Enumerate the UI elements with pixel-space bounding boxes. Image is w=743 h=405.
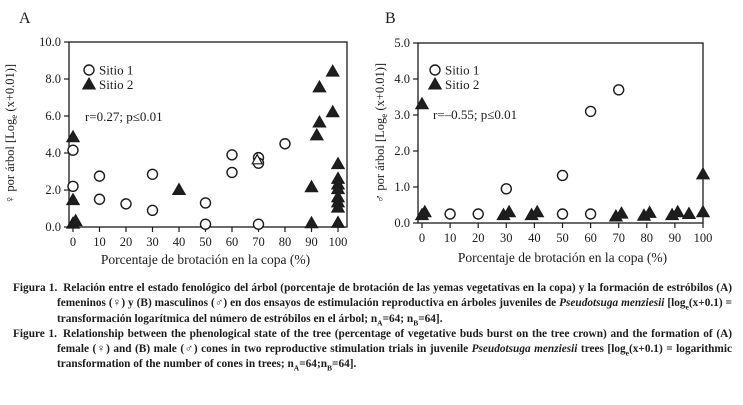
x-tick-label: 50	[556, 231, 569, 245]
data-point-circle	[473, 209, 483, 219]
x-tick-label: 60	[225, 235, 239, 249]
caption-segment: A	[293, 363, 300, 373]
caption-segment: (x+0.1) = logarithmic transformation of the number of cones in trees; n	[57, 343, 732, 371]
data-point-triangle	[697, 206, 710, 217]
x-tick-label: 90	[305, 235, 318, 249]
caption-segment: Pseudotsuga menziesii	[559, 297, 665, 310]
x-tick-label: 80	[278, 235, 292, 249]
caption-segment: =64;n	[299, 358, 327, 371]
caption-segment: [log	[664, 297, 686, 310]
legend-marker-sitio2	[429, 78, 442, 89]
legend-marker-sitio1	[430, 65, 440, 75]
data-point-triangle	[332, 216, 345, 227]
caption-segment: trees [log	[577, 343, 626, 356]
x-tick-label: 0	[418, 231, 426, 245]
y-tick-label: 1.0	[394, 180, 410, 194]
correlation-annotation: r=–0.55; p≤0.01	[433, 107, 518, 122]
data-point-triangle	[305, 217, 318, 228]
x-tick-label: 80	[640, 231, 654, 245]
caption-segment: e	[685, 302, 689, 312]
x-tick-label: 30	[500, 231, 513, 245]
x-tick-label: 70	[252, 235, 265, 249]
x-tick-label: 100	[693, 231, 713, 245]
data-point-triangle	[326, 106, 339, 117]
y-tick-label: 0.0	[394, 216, 410, 230]
caption-segment: Relationship between the phenological state of the tree (percentage of vegetative buds burst on the tree crown) and the formation of (A) female (♀) and (B) male (♂) cones in two reproductive stimulation trials in juvenile	[57, 327, 733, 356]
x-tick-label: 10	[93, 235, 106, 249]
y-tick-label: 4.0	[394, 72, 410, 86]
data-point-triangle	[313, 116, 326, 127]
caption-segment: =64; n	[382, 312, 414, 325]
y-tick-label: 6.0	[45, 109, 61, 123]
caption-english-label: Figure 1.	[13, 327, 57, 340]
legend-label-sitio2: Sitio 2	[99, 77, 134, 92]
x-axis-title: Porcentaje de brotación en la copa (%)	[100, 252, 311, 267]
legend-label-sitio1: Sitio 1	[99, 62, 134, 78]
data-point-circle	[121, 199, 131, 209]
x-tick-label: 0	[69, 235, 77, 249]
legend-label-sitio2: Sitio 2	[445, 77, 480, 92]
panel-letter-label: B	[385, 10, 396, 27]
panel-a-scatter-chart	[0, 0, 371, 280]
data-point-triangle	[173, 184, 186, 195]
x-tick-label: 30	[146, 235, 159, 249]
data-point-circle	[148, 169, 158, 179]
x-tick-label: 100	[328, 235, 348, 249]
y-tick-label: 0.0	[45, 220, 61, 234]
panel-b-scatter-chart	[371, 0, 743, 280]
caption-segment: A	[377, 317, 383, 327]
caption-segment: Relación entre el estado fenológico del árbol (porcentaje de brotación de las yemas vegetativas en la copa) y la formación de estróbilos (A) femeninos (♀) y (B) masculinos (♂) en dos ensayos de estimulación reproductiva en árboles juveniles de	[57, 282, 732, 310]
y-tick-label: 8.0	[45, 72, 61, 86]
legend-label-sitio1: Sitio 1	[445, 62, 480, 78]
data-point-circle	[501, 184, 511, 194]
caption-segment: B	[327, 363, 333, 373]
x-tick-label: 20	[471, 231, 485, 245]
data-point-circle	[586, 209, 596, 219]
data-point-triangle	[697, 168, 710, 179]
x-axis-title: Porcentaje de brotación en la copa (%)	[457, 250, 668, 265]
caption-segment: =64].	[332, 358, 357, 371]
data-point-circle	[558, 209, 568, 219]
data-point-circle	[227, 167, 237, 177]
y-tick-label: 5.0	[394, 36, 410, 50]
data-point-triangle	[311, 129, 324, 140]
x-tick-label: 20	[119, 235, 133, 249]
x-tick-label: 60	[584, 231, 597, 245]
data-point-circle	[201, 198, 211, 208]
caption-segment: Pseudotsuga menziesii	[471, 343, 578, 356]
caption-segment: e	[625, 348, 629, 358]
y-axis-title: ♂ por árbol [Log$_e$ (x+0.01)]	[373, 62, 389, 204]
x-tick-label: 50	[199, 235, 212, 249]
x-tick-label: 70	[612, 231, 625, 245]
caption-spanish-label: Figura 1.	[13, 282, 58, 294]
caption-english-text	[57, 328, 732, 371]
data-point-circle	[148, 205, 158, 215]
caption-spanish-text	[57, 282, 732, 325]
data-point-circle	[201, 219, 211, 229]
y-axis-title: ♀ por árbol [Log$_e$ (x+0.01)]	[3, 63, 19, 205]
caption-spanish	[13, 281, 732, 327]
legend-marker-sitio2	[83, 78, 96, 89]
caption-segment: B	[413, 317, 419, 327]
data-point-triangle	[313, 81, 326, 92]
x-tick-label: 90	[668, 231, 682, 245]
data-point-circle	[614, 85, 624, 95]
data-point-circle	[95, 171, 105, 181]
y-tick-label: 2.0	[45, 183, 61, 197]
x-tick-label: 10	[443, 231, 457, 245]
data-point-circle	[280, 139, 290, 149]
correlation-annotation: r=0.27; p≤0.01	[85, 109, 163, 124]
data-point-triangle	[332, 158, 345, 169]
caption-segment: (x+0.1) = transformación logarítmica del número de estróbilos en el árbol; n	[57, 297, 732, 325]
figure-caption-block	[13, 281, 732, 373]
data-point-circle	[68, 145, 78, 155]
y-tick-label: 4.0	[45, 146, 61, 160]
data-point-circle	[68, 181, 78, 191]
data-point-triangle	[305, 181, 318, 192]
caption-english	[13, 327, 732, 373]
caption-segment: =64].	[418, 312, 443, 325]
legend-marker-sitio1	[84, 65, 94, 75]
data-point-circle	[586, 106, 596, 116]
panel-letter-label: A	[19, 10, 31, 27]
x-tick-label: 40	[528, 231, 541, 245]
data-point-circle	[95, 194, 105, 204]
data-point-circle	[227, 150, 237, 160]
data-point-circle	[445, 209, 455, 219]
x-tick-label: 40	[172, 235, 186, 249]
data-point-circle	[558, 170, 568, 180]
data-point-triangle	[683, 208, 696, 219]
y-tick-label: 2.0	[394, 144, 410, 158]
data-point-circle	[254, 219, 264, 229]
y-tick-label: 10.0	[39, 35, 61, 49]
y-tick-label: 3.0	[394, 108, 410, 122]
data-point-triangle	[326, 65, 339, 76]
